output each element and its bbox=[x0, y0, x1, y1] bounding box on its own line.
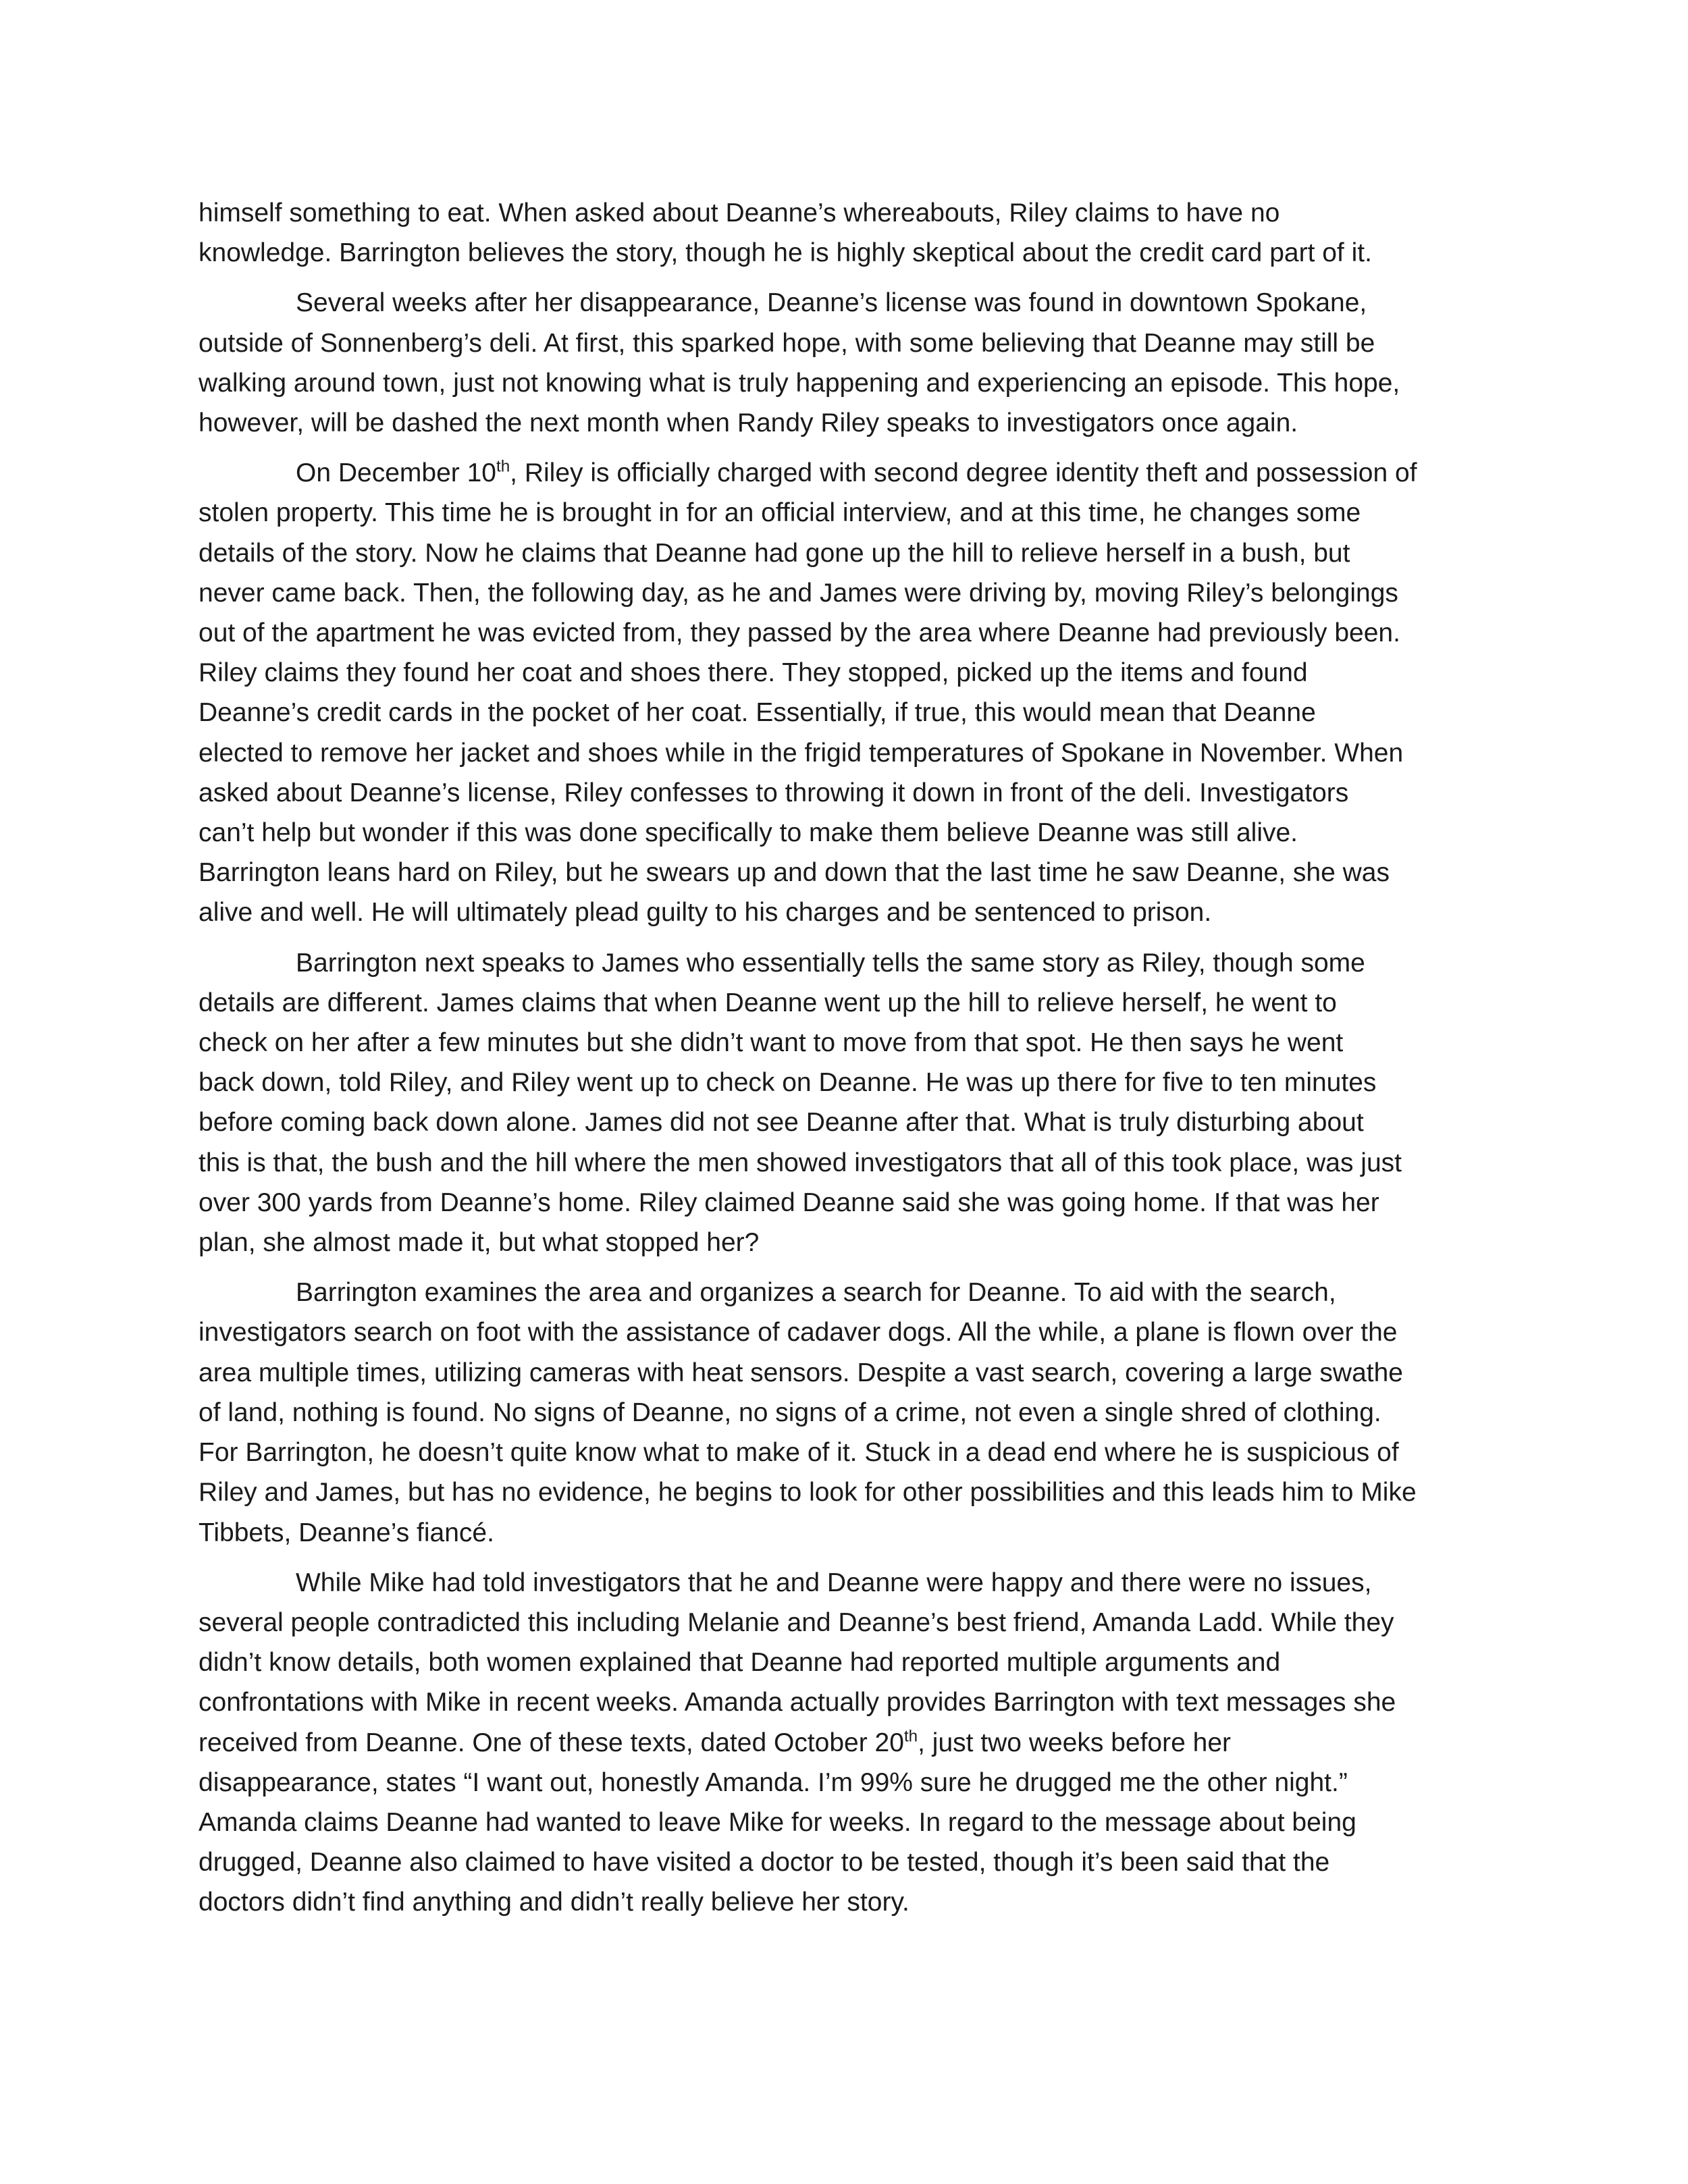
paragraph-6-text-a: While Mike had told investigators that he and Deanne were happy and there were no issues, several people contradicted this including Melanie and Deanne’s best friend, Amanda Ladd. While they didn’t know details, both women explained that Deanne had reported multiple arguments and confrontations with Mike in recent weeks. Amanda actually provides Barrington with text messages she received from Deanne. One of these texts, dated October 20 bbox=[199, 1568, 1396, 1757]
document-body bbox=[199, 193, 1495, 1933]
ordinal-suffix: th bbox=[496, 457, 510, 476]
paragraph-6-text-b: , just two weeks before her disappearance, states “I want out, honestly Amanda. I’m 99% sure he drugged me the other night.” Amanda claims Deanne had wanted to leave Mike for weeks. In regard to the message about being drugged, Deanne also claimed to have visited a doctor to be tested, though it’s been said that the doctors didn’t find anything and didn’t really believe her story. bbox=[199, 1728, 1356, 1917]
paragraph-1 bbox=[199, 193, 1495, 273]
paragraph-4-text: Barrington next speaks to James who essentially tells the same story as Riley, though some details are different. James claims that when Deanne went up the hill to relieve herself, he went to check on her after a few minutes but she didn’t want to move from that spot. He then says he went back down, told Riley, and Riley went up to check on Deanne. He was up there for five to ten minutes before coming back down alone. James did not see Deanne after that. What is truly disturbing about this is that, the bush and the hill where the men showed investigators that all of this took place, was just over 300 yards from Deanne’s home. Riley claimed Deanne said she was going home. If that was her plan, she almost made it, but what stopped her? bbox=[199, 948, 1402, 1258]
paragraph-6 bbox=[199, 1563, 1495, 1923]
paragraph-4 bbox=[199, 943, 1495, 1263]
paragraph-5 bbox=[199, 1273, 1495, 1552]
paragraph-3-text-b: , Riley is officially charged with second degree identity theft and possession of stolen property. This time he is brought in for an official interview, and at this time, he changes some details of the story. Now he claims that Deanne had gone up the hill to relieve herself in a bush, but never came back. Then, the following day, as he and James were driving by, moving Riley’s belongings out of the apartment he was evicted from, they passed by the area where Deanne had previously been. Riley claims they found her coat and shoes there. They stopped, picked up the items and found Deanne’s credit cards in the pocket of her coat. Essentially, if true, this would mean that Deanne elected to remove her jacket and shoes while in the frigid temperatures of Spokane in November. When asked about Deanne’s license, Riley confesses to throwing it down in front of the deli. Investigators can’t help but wonder if this was done specifically to make them believe Deanne was still alive. Barrington leans hard on Riley, but he swears up and down that the last time he saw Deanne, she was alive and well. He will ultimately plead guilty to his charges and be sentenced to prison. bbox=[199, 458, 1417, 928]
paragraph-2-text: Several weeks after her disappearance, Deanne’s license was found in downtown Spokane, outside of Sonnenberg’s deli. At first, this sparked hope, with some believing that Deanne may still be walking around town, just not knowing what is truly happening and experiencing an episode. This hope, however, will be dashed the next month when Randy Riley speaks to investigators once again. bbox=[199, 288, 1400, 438]
paragraph-2 bbox=[199, 283, 1495, 443]
paragraph-3-text-a: On December 10 bbox=[296, 458, 496, 488]
ordinal-suffix: th bbox=[903, 1727, 918, 1746]
paragraph-3 bbox=[199, 453, 1495, 932]
paragraph-1-text: himself something to eat. When asked about Deanne’s whereabouts, Riley claims to have no knowledge. Barrington believes the story, though he is highly skeptical about the credit card part of it. bbox=[199, 198, 1372, 268]
paragraph-5-text: Barrington examines the area and organizes a search for Deanne. To aid with the search, investigators search on foot with the assistance of cadaver dogs. All the while, a plane is flown over the area multiple times, utilizing cameras with heat sensors. Despite a vast search, covering a large swathe of land, nothing is found. No signs of Deanne, no signs of a crime, not even a single shred of clothing. For Barrington, he doesn’t quite know what to make of it. Stuck in a dead end where he is suspicious of Riley and James, but has no evidence, he begins to look for other possibilities and this leads him to Mike Tibbets, Deanne’s fiancé. bbox=[199, 1278, 1417, 1547]
